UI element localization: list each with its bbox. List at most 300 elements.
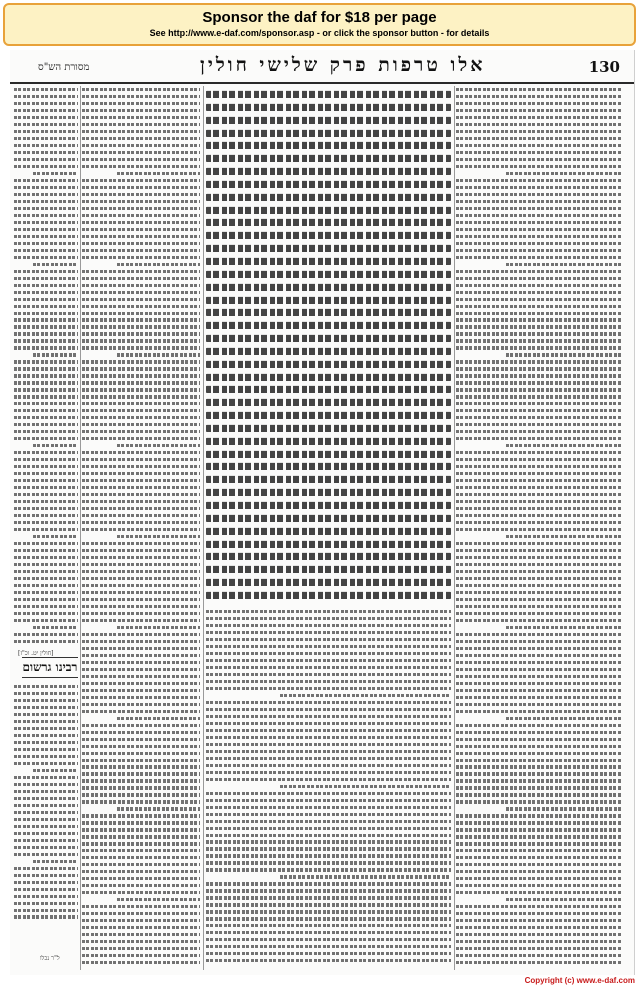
text-line: [14, 570, 78, 573]
text-line: [456, 332, 622, 335]
text-line: [456, 759, 622, 762]
text-line: [82, 884, 200, 887]
text-line: [82, 514, 200, 517]
text-line: [82, 207, 200, 210]
text-line: [456, 116, 622, 119]
text-line: [33, 353, 78, 356]
text-line: [82, 284, 200, 287]
text-line: [206, 666, 451, 669]
text-line: [82, 842, 200, 845]
text-line: [82, 570, 200, 573]
text-line: [456, 298, 622, 301]
text-line: [506, 263, 622, 266]
text-line: [82, 786, 200, 789]
text-line: [456, 409, 622, 412]
text-line: [206, 117, 451, 124]
text-line: [206, 861, 451, 864]
text-line: [456, 325, 622, 328]
text-line: [206, 206, 451, 213]
text-line: [82, 395, 200, 398]
text-line: [14, 874, 78, 877]
text-line: [82, 325, 200, 328]
text-line: [456, 493, 622, 496]
text-line: [456, 486, 622, 489]
text-line: [82, 137, 200, 140]
text-line: [82, 305, 200, 308]
text-line: [14, 395, 78, 398]
text-line: [456, 612, 622, 615]
text-line: [82, 144, 200, 147]
text-line: [506, 807, 622, 810]
margin-column: [14, 88, 78, 648]
text-line: [14, 811, 78, 814]
text-line: [33, 535, 78, 538]
text-line: [206, 476, 451, 483]
text-line: [456, 779, 622, 782]
text-line: [456, 577, 622, 580]
text-line: [206, 399, 451, 406]
text-line: [206, 750, 451, 753]
text-line: [456, 856, 622, 859]
text-line: [82, 814, 200, 817]
text-line: [33, 263, 78, 266]
text-line: [280, 875, 452, 878]
text-line: [456, 598, 622, 601]
text-line: [506, 626, 622, 629]
text-line: [82, 710, 200, 713]
text-line: [14, 374, 78, 377]
text-line: [14, 867, 78, 870]
text-line: [82, 759, 200, 762]
text-line: [456, 305, 622, 308]
text-line: [206, 931, 451, 934]
text-line: [82, 493, 200, 496]
text-line: [14, 818, 78, 821]
text-line: [14, 699, 78, 702]
text-line: [456, 193, 622, 196]
text-line: [14, 832, 78, 835]
text-line: [14, 409, 78, 412]
text-line: [82, 779, 200, 782]
running-head: אלו טרפות פרק שלישי חולין: [200, 54, 486, 76]
text-line: [14, 577, 78, 580]
text-line: [456, 437, 622, 440]
text-line: [206, 181, 451, 188]
text-line: [456, 123, 622, 126]
text-line: [82, 151, 200, 154]
text-line: [456, 926, 622, 929]
text-line: [82, 940, 200, 943]
text-line: [82, 738, 200, 741]
text-line: [456, 235, 622, 238]
text-line: [117, 444, 200, 447]
text-line: [14, 151, 78, 154]
text-line: [456, 88, 622, 91]
text-line: [14, 500, 78, 503]
text-line: [82, 465, 200, 468]
text-line: [82, 277, 200, 280]
talmud-page: [10, 50, 635, 975]
text-line: [14, 270, 78, 273]
text-line: [206, 910, 451, 913]
text-line: [206, 938, 451, 941]
right-commentary-column: [456, 88, 622, 968]
text-line: [456, 451, 622, 454]
text-line: [82, 752, 200, 755]
text-line: [82, 256, 200, 259]
text-line: [506, 353, 622, 356]
text-line: [206, 882, 451, 885]
text-line: [117, 626, 200, 629]
text-line: [82, 675, 200, 678]
text-line: [14, 249, 78, 252]
text-line: [82, 270, 200, 273]
text-line: [456, 842, 622, 845]
text-line: [14, 888, 78, 891]
text-line: [206, 652, 451, 655]
text-line: [206, 896, 451, 899]
text-line: [14, 339, 78, 342]
text-line: [206, 386, 451, 393]
text-line: [456, 640, 622, 643]
text-line: [82, 312, 200, 315]
text-line: [117, 172, 200, 175]
left-commentary-column: [82, 88, 200, 968]
copyright-notice[interactable]: Copyright (c) www.e-daf.com: [524, 976, 635, 985]
text-line: [14, 493, 78, 496]
text-line: [14, 102, 78, 105]
text-line: [206, 322, 451, 329]
text-line: [456, 584, 622, 587]
text-line: [206, 309, 451, 316]
text-line: [14, 360, 78, 363]
text-line: [14, 640, 78, 643]
text-line: [456, 374, 622, 377]
text-line: [456, 402, 622, 405]
text-line: [456, 800, 622, 803]
text-line: [506, 444, 622, 447]
text-line: [82, 332, 200, 335]
text-line: [456, 905, 622, 908]
lower-commentary: [206, 610, 451, 968]
text-line: [456, 270, 622, 273]
text-line: [206, 945, 451, 948]
text-line: [82, 430, 200, 433]
text-line: [506, 717, 622, 720]
column-divider: [454, 86, 455, 970]
text-line: [14, 741, 78, 744]
text-line: [456, 647, 622, 650]
column-divider: [203, 86, 204, 970]
text-line: [456, 500, 622, 503]
text-line: [14, 790, 78, 793]
text-line: [14, 839, 78, 842]
text-line: [456, 528, 622, 531]
text-line: [82, 800, 200, 803]
text-line: [206, 168, 451, 175]
text-line: [82, 374, 200, 377]
text-line: [206, 813, 451, 816]
text-line: [206, 715, 451, 718]
text-line: [456, 793, 622, 796]
text-line: [82, 661, 200, 664]
text-line: [117, 807, 200, 810]
text-line: [82, 577, 200, 580]
text-line: [456, 891, 622, 894]
text-line: [456, 668, 622, 671]
text-line: [14, 542, 78, 545]
text-line: [14, 186, 78, 189]
text-line: [206, 680, 451, 683]
text-line: [206, 645, 451, 648]
text-line: [82, 409, 200, 412]
text-line: [82, 772, 200, 775]
text-line: [82, 668, 200, 671]
text-line: [206, 245, 451, 252]
text-line: [82, 856, 200, 859]
sponsor-banner[interactable]: [3, 3, 636, 46]
text-line: [206, 155, 451, 162]
text-line: [82, 472, 200, 475]
text-line: [206, 729, 451, 732]
text-line: [82, 228, 200, 231]
text-line: [82, 654, 200, 657]
text-line: [456, 395, 622, 398]
text-line: [14, 853, 78, 856]
text-line: [82, 346, 200, 349]
text-line: [82, 696, 200, 699]
text-line: [14, 346, 78, 349]
text-line: [14, 451, 78, 454]
text-line: [14, 277, 78, 280]
text-line: [206, 104, 451, 111]
text-line: [206, 952, 451, 955]
text-line: [82, 891, 200, 894]
text-line: [14, 381, 78, 384]
text-line: [206, 687, 451, 690]
text-line: [14, 305, 78, 308]
text-line: [14, 207, 78, 210]
text-line: [14, 130, 78, 133]
text-line: [206, 258, 451, 265]
text-line: [206, 91, 451, 98]
text-line: [14, 909, 78, 912]
text-line: [456, 591, 622, 594]
text-line: [14, 437, 78, 440]
text-line: [82, 870, 200, 873]
text-line: [14, 109, 78, 112]
text-line: [14, 706, 78, 709]
text-line: [82, 388, 200, 391]
text-line: [280, 694, 452, 697]
text-line: [14, 423, 78, 426]
text-line: [82, 367, 200, 370]
text-line: [14, 312, 78, 315]
text-line: [14, 221, 78, 224]
text-line: [456, 256, 622, 259]
text-line: [206, 889, 451, 892]
sponsor-subtitle[interactable]: See http://www.e-daf.com/sponsor.asp - or click the sponsor button - for details: [149, 28, 490, 38]
text-line: [456, 521, 622, 524]
text-line: [14, 514, 78, 517]
text-line: [456, 961, 622, 964]
text-line: [14, 388, 78, 391]
text-line: [456, 388, 622, 391]
text-line: [206, 659, 451, 662]
text-line: [82, 954, 200, 957]
text-line: [206, 129, 451, 136]
folio-number: 130: [588, 58, 620, 76]
text-line: [82, 360, 200, 363]
text-line: [456, 933, 622, 936]
text-line: [206, 361, 451, 368]
text-line: [506, 898, 622, 901]
text-line: [206, 283, 451, 290]
text-line: [456, 605, 622, 608]
text-line: [14, 591, 78, 594]
text-line: [82, 402, 200, 405]
text-line: [206, 701, 451, 704]
text-line: [456, 186, 622, 189]
text-line: [82, 731, 200, 734]
text-line: [206, 847, 451, 850]
text-line: [456, 884, 622, 887]
text-line: [206, 764, 451, 767]
text-line: [456, 472, 622, 475]
text-line: [456, 179, 622, 182]
text-line: [14, 902, 78, 905]
text-line: [456, 772, 622, 775]
text-line: [456, 870, 622, 873]
text-line: [456, 786, 622, 789]
page-header: [10, 52, 634, 84]
text-line: [14, 137, 78, 140]
text-line: [82, 605, 200, 608]
column-divider: [80, 86, 81, 970]
sponsor-title[interactable]: Sponsor the daf for $18 per page: [202, 9, 437, 26]
text-line: [456, 102, 622, 105]
text-line: [456, 312, 622, 315]
text-line: [82, 235, 200, 238]
text-line: [456, 200, 622, 203]
text-line: [82, 619, 200, 622]
text-line: [82, 793, 200, 796]
text-line: [456, 689, 622, 692]
text-line: [82, 647, 200, 650]
text-line: [206, 806, 451, 809]
text-line: [456, 814, 622, 817]
text-line: [82, 521, 200, 524]
text-line: [14, 692, 78, 695]
text-line: [82, 828, 200, 831]
text-line: [456, 682, 622, 685]
text-line: [14, 165, 78, 168]
text-line: [14, 720, 78, 723]
text-line: [82, 563, 200, 566]
text-line: [456, 165, 622, 168]
text-line: [206, 515, 451, 522]
text-line: [206, 743, 451, 746]
text-line: [82, 186, 200, 189]
text-line: [456, 318, 622, 321]
text-line: [456, 151, 622, 154]
text-line: [456, 563, 622, 566]
lower-margin-note: ל"ר נכלו: [40, 955, 60, 962]
text-line: [82, 507, 200, 510]
text-line: [456, 738, 622, 741]
text-line: [14, 123, 78, 126]
text-line: [206, 757, 451, 760]
text-line: [456, 228, 622, 231]
text-line: [14, 633, 78, 636]
text-line: [206, 194, 451, 201]
text-line: [206, 425, 451, 432]
text-line: [206, 827, 451, 830]
text-line: [82, 242, 200, 245]
text-line: [456, 130, 622, 133]
text-line: [206, 840, 451, 843]
text-line: [82, 179, 200, 182]
text-line: [14, 762, 78, 765]
main-text-block: [206, 88, 451, 604]
text-line: [456, 430, 622, 433]
text-line: [82, 221, 200, 224]
text-line: [206, 348, 451, 355]
text-line: [82, 591, 200, 594]
text-line: [456, 542, 622, 545]
text-line: [206, 624, 451, 627]
text-line: [14, 598, 78, 601]
text-line: [14, 116, 78, 119]
text-line: [82, 291, 200, 294]
text-line: [82, 109, 200, 112]
text-line: [82, 947, 200, 950]
text-line: [456, 570, 622, 573]
text-line: [206, 450, 451, 457]
text-line: [456, 849, 622, 852]
text-line: [206, 820, 451, 823]
text-line: [14, 797, 78, 800]
text-line: [14, 235, 78, 238]
text-line: [456, 661, 622, 664]
text-line: [456, 877, 622, 880]
text-line: [456, 696, 622, 699]
text-line: [14, 776, 78, 779]
text-line: [14, 825, 78, 828]
text-line: [14, 881, 78, 884]
text-line: [82, 877, 200, 880]
text-line: [82, 765, 200, 768]
text-line: [14, 158, 78, 161]
text-line: [206, 736, 451, 739]
text-line: [82, 703, 200, 706]
text-line: [33, 860, 78, 863]
text-line: [456, 912, 622, 915]
text-line: [206, 142, 451, 149]
text-line: [206, 631, 451, 634]
text-line: [33, 444, 78, 447]
text-line: [33, 626, 78, 629]
text-line: [82, 640, 200, 643]
text-line: [206, 903, 451, 906]
text-line: [82, 339, 200, 342]
text-line: [456, 954, 622, 957]
text-line: [206, 917, 451, 920]
text-line: [456, 745, 622, 748]
text-line: [82, 745, 200, 748]
text-line: [14, 332, 78, 335]
text-line: [206, 617, 451, 620]
